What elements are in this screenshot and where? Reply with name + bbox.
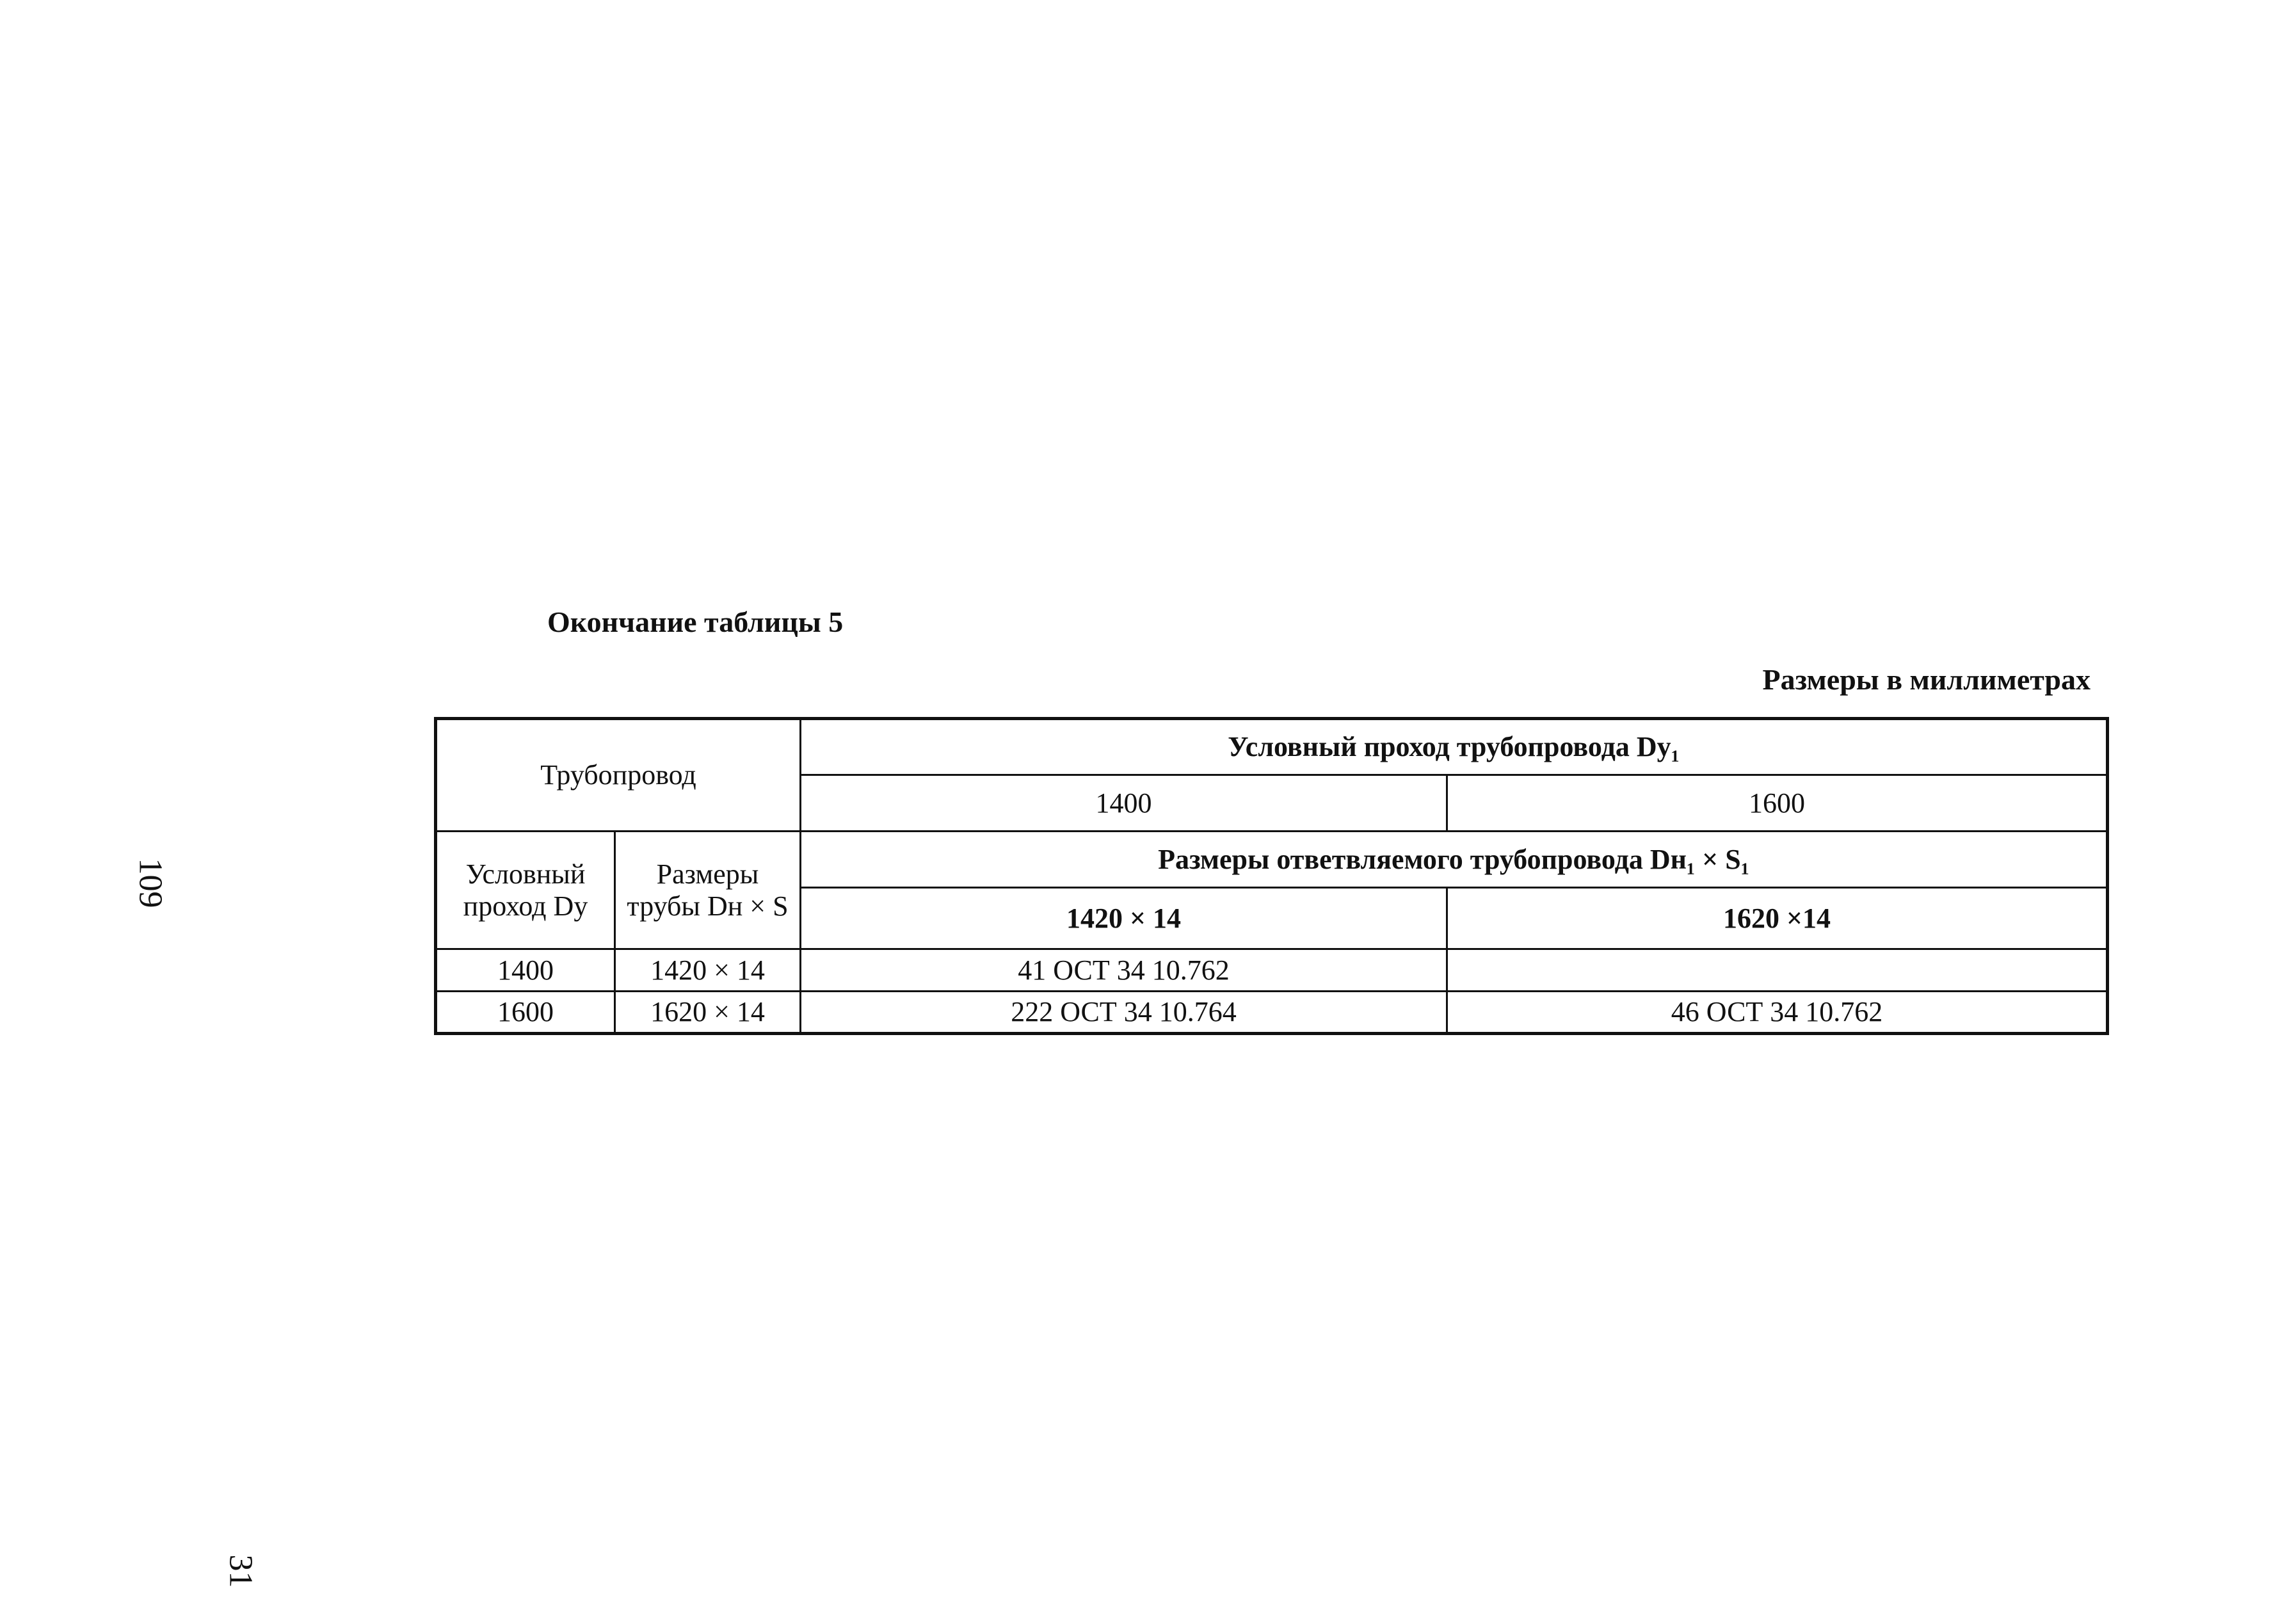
table-row [436, 992, 2108, 1034]
header-dy1-1600: 1600 [1447, 775, 2108, 832]
dimensions-table [434, 717, 2109, 1035]
cell-1600: 46 ОСТ 34 10.762 [1447, 992, 2108, 1034]
header-row-3 [436, 832, 2108, 888]
header-row-1 [436, 719, 2108, 775]
page-number-left: 109 [132, 858, 169, 908]
cell-pipe: 1620 × 14 [615, 992, 801, 1034]
header-pipe-size: Размеры трубы Dн × S [615, 832, 801, 949]
cell-dy: 1400 [436, 949, 615, 992]
header-branch-size-1620: 1620 ×14 [1447, 888, 2108, 949]
table-caption: Окончание таблицы 5 [547, 606, 844, 638]
header-nominal-bore-branch: Условный проход трубопровода Dy₁ [801, 719, 2108, 775]
header-nominal-bore: Условный проход Dy [436, 832, 615, 949]
header-branch-size-title: Размеры ответвляемого трубопровода Dн₁ × S₁ [801, 832, 2108, 888]
table-row [436, 949, 2108, 992]
page-number-bottom: 31 [222, 1554, 259, 1588]
header-branch-size-1420: 1420 × 14 [801, 888, 1447, 949]
cell-1400: 41 ОСТ 34 10.762 [801, 949, 1447, 992]
cell-dy: 1600 [436, 992, 615, 1034]
cell-pipe: 1420 × 14 [615, 949, 801, 992]
cell-1400: 222 ОСТ 34 10.764 [801, 992, 1447, 1034]
header-dy1-1400: 1400 [801, 775, 1447, 832]
units-note: Размеры в миллиметрах [1762, 663, 2090, 696]
header-pipeline: Трубопровод [436, 719, 801, 832]
cell-1600 [1447, 949, 2108, 992]
